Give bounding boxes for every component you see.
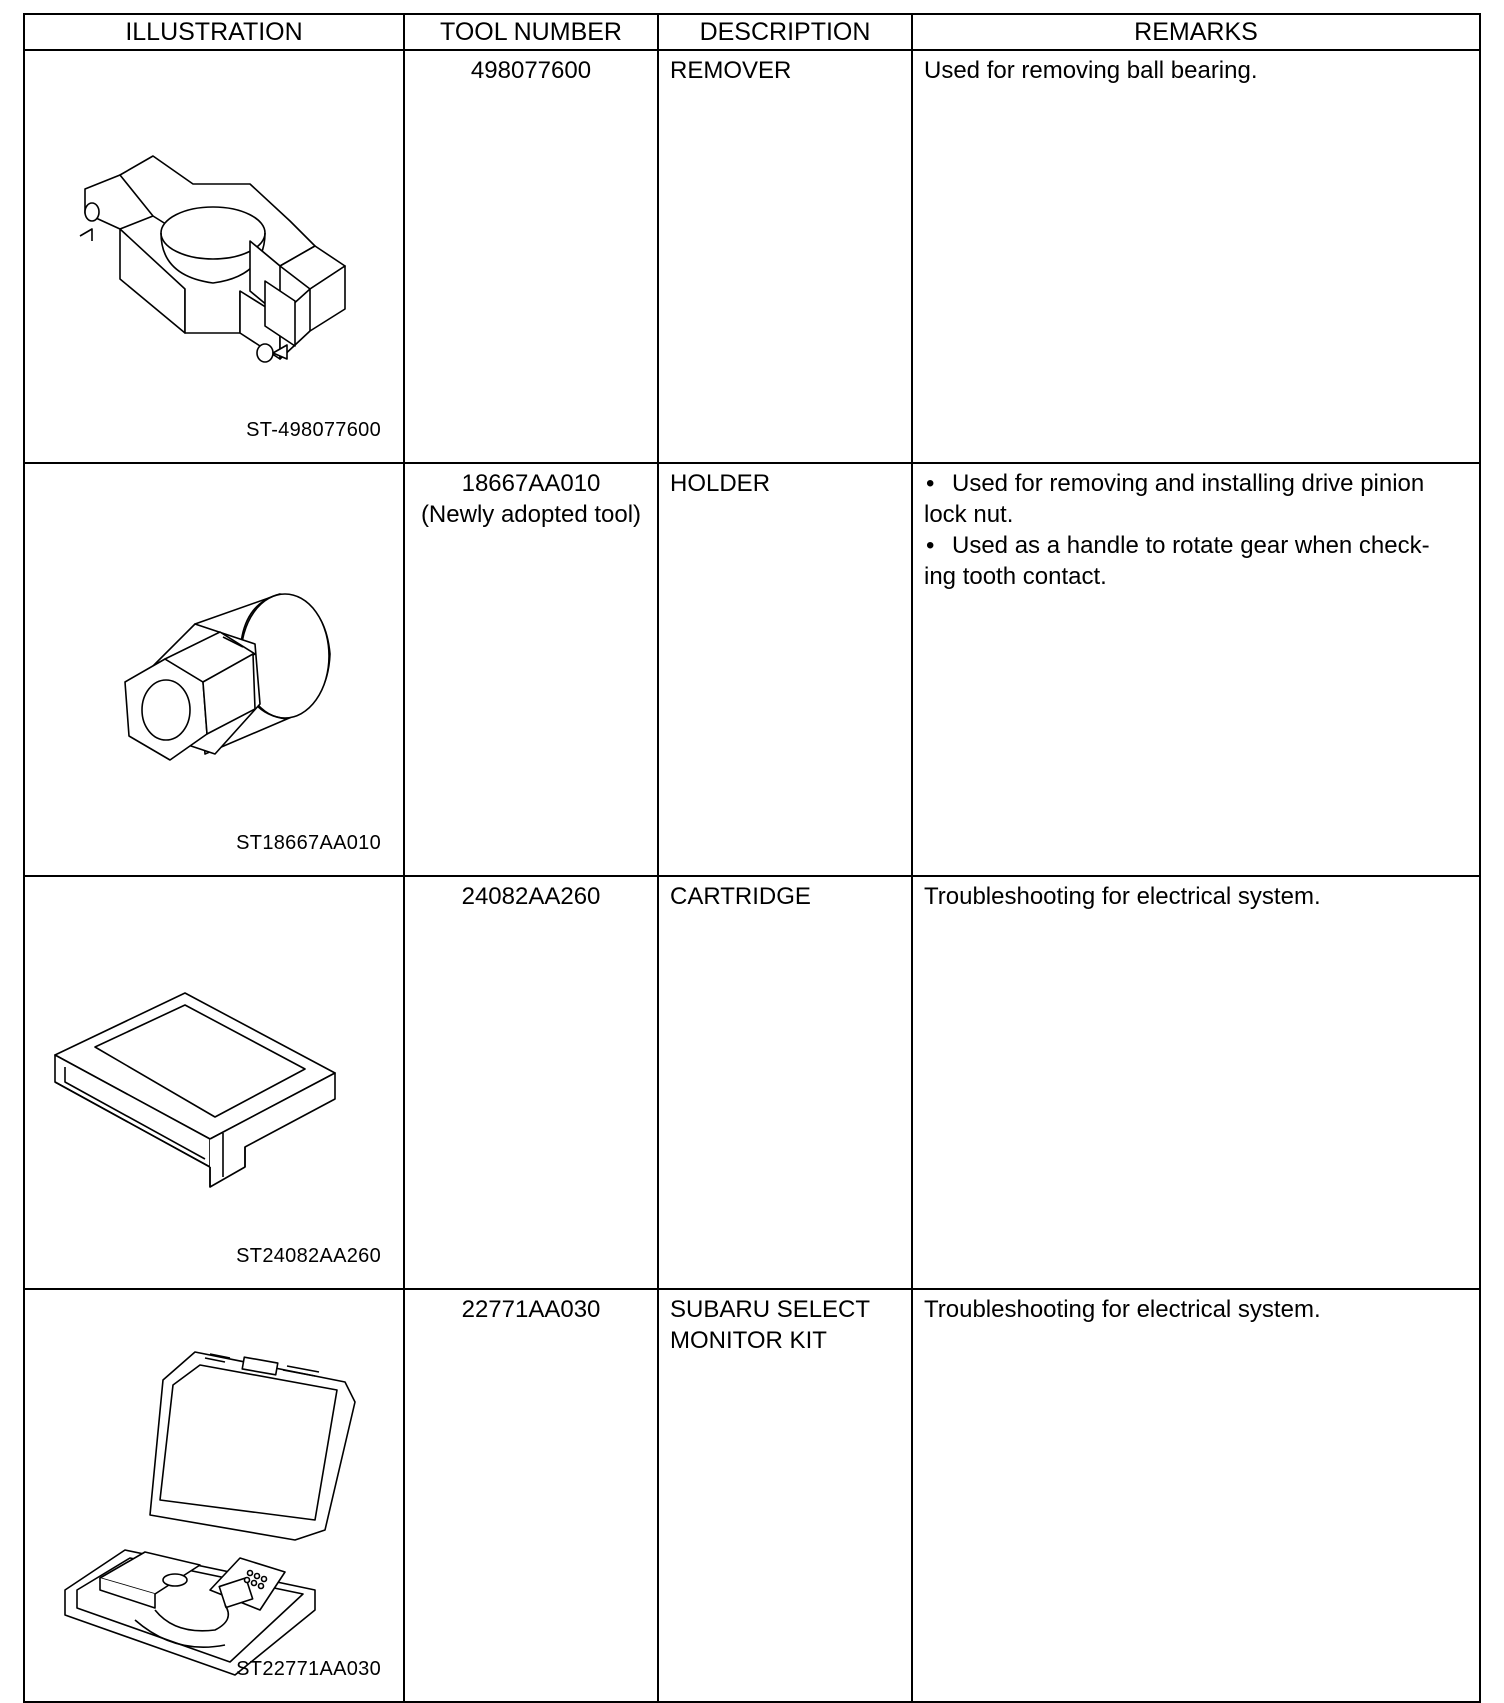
header-illustration: ILLUSTRATION <box>24 14 404 50</box>
remarks-cell <box>912 463 1480 876</box>
cartridge-illustration <box>25 877 401 1284</box>
header-tool-number: TOOL NUMBER <box>404 14 658 50</box>
table-row <box>24 1289 1480 1702</box>
remark-text: Used as a handle to rotate gear when check- <box>952 532 1430 559</box>
tool-number: 22771AA030 <box>461 1296 601 1323</box>
remarks-cell <box>912 876 1480 1289</box>
description-text: REMOVER <box>670 57 792 84</box>
monitor-kit-illustration <box>25 1290 401 1697</box>
tool-number-cell <box>404 463 658 876</box>
table-row <box>24 463 1480 876</box>
tool-number: 24082AA260 <box>461 883 601 910</box>
header-row <box>24 14 1480 50</box>
illustration-cell <box>24 50 404 463</box>
holder-illustration <box>25 464 401 871</box>
tool-number-cell <box>404 1289 658 1702</box>
header-description: DESCRIPTION <box>658 14 912 50</box>
description-text: MONITOR KIT <box>670 1327 827 1354</box>
tool-number-note: (Newly adopted tool) <box>420 501 642 528</box>
remark-text: Troubleshooting for electrical system. <box>924 1296 1321 1323</box>
tool-number-cell <box>404 50 658 463</box>
description-cell <box>658 50 912 463</box>
remark-item <box>924 468 1467 499</box>
remark-item <box>924 530 1467 561</box>
remover-illustration <box>25 51 401 458</box>
remark-text: Troubleshooting for electrical system. <box>924 883 1321 910</box>
tool-number: 18667AA010 <box>461 470 601 497</box>
remark-text: ing tooth contact. <box>924 563 1107 590</box>
illustration-code: ST18667AA010 <box>236 832 381 854</box>
remarks-cell <box>912 1289 1480 1702</box>
table-row <box>24 876 1480 1289</box>
illustration-cell <box>24 1289 404 1702</box>
special-tools-table <box>23 13 1481 1703</box>
remark-text: Used for removing and installing drive pinion <box>952 470 1425 497</box>
description-text: HOLDER <box>670 470 771 497</box>
header-remarks: REMARKS <box>912 14 1480 50</box>
description-cell <box>658 876 912 1289</box>
tool-number-cell <box>404 876 658 1289</box>
description-text: SUBARU SELECT <box>670 1296 871 1323</box>
illustration-cell <box>24 876 404 1289</box>
description-cell <box>658 1289 912 1702</box>
bullet-icon: • <box>926 470 935 497</box>
tool-number: 498077600 <box>470 57 592 84</box>
illustration-code: ST24082AA260 <box>236 1245 381 1267</box>
bullet-icon: • <box>926 532 935 559</box>
description-cell <box>658 463 912 876</box>
table-row <box>24 50 1480 463</box>
illustration-cell <box>24 463 404 876</box>
remarks-cell <box>912 50 1480 463</box>
description-text: CARTRIDGE <box>670 883 811 910</box>
illustration-code: ST22771AA030 <box>236 1658 381 1680</box>
remark-text: lock nut. <box>924 501 1014 528</box>
illustration-code: ST-498077600 <box>246 419 381 441</box>
remark-text: Used for removing ball bearing. <box>924 57 1258 84</box>
